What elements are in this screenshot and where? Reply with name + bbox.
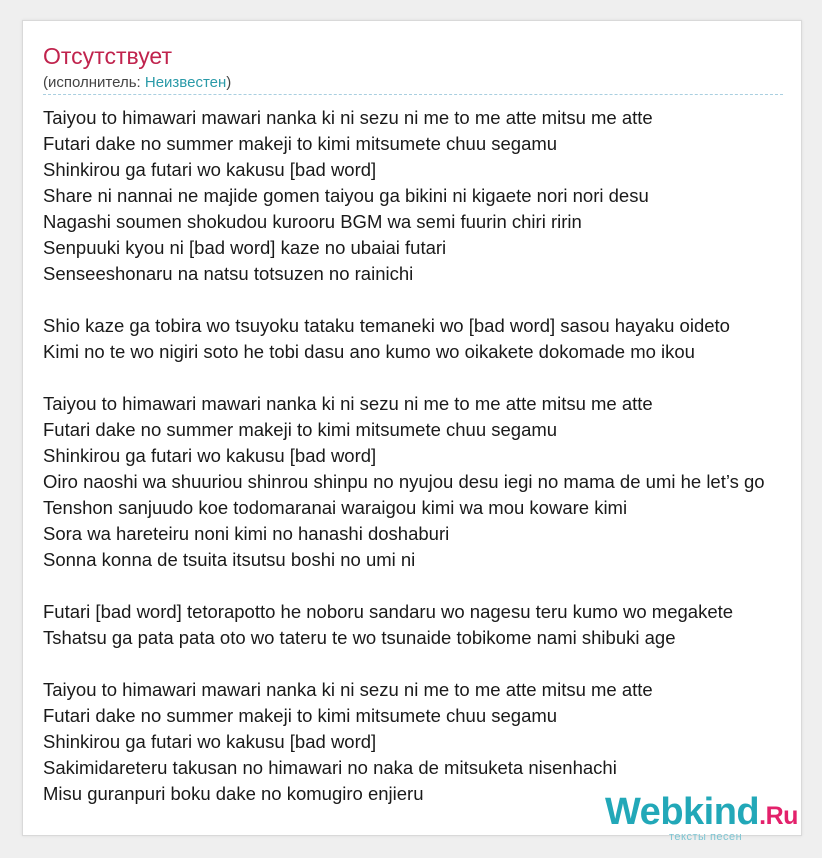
lyric-line: Senseeshonaru na natsu totsuzen no rainichi — [43, 263, 414, 284]
artist-suffix: ) — [226, 74, 232, 91]
lyric-line: Senpuuki kyou ni [bad word] kaze no ubaiai futari — [43, 237, 447, 258]
lyric-line: Futari dake no summer makeji to kimi mitsumete chuu segamu — [43, 133, 558, 154]
lyric-line: Futari dake no summer makeji to kimi mitsumete chuu segamu — [43, 705, 558, 726]
stanza-2 — [43, 313, 822, 365]
dashed-divider — [43, 94, 783, 95]
lyric-line: Futari [bad word] tetorapotto he noboru sandaru wo nagesu teru kumo wo megakete — [43, 601, 734, 622]
logo-wordmark — [605, 791, 798, 834]
song-title: Отсутствует — [43, 43, 172, 69]
logo-main-text: Webkind — [605, 791, 760, 833]
lyric-line: Kimi no te wo nigiri soto he tobi dasu ano kumo wo oikakete dokomade mo ikou — [43, 341, 695, 362]
lyric-line: Shio kaze ga tobira wo tsuyoku tataku temaneki wo [bad word] sasou hayaku oideto — [43, 315, 730, 336]
lyric-line: Misu guranpuri boku dake no komugiro enjieru — [43, 783, 424, 804]
lyrics-card — [22, 20, 802, 843]
lyric-line: Futari dake no summer makeji to kimi mitsumete chuu segamu — [43, 419, 558, 440]
lyric-line: Shinkirou ga futari wo kakusu [bad word] — [43, 445, 377, 466]
stanza-5 — [43, 677, 822, 807]
stanza-4 — [43, 599, 822, 651]
logo-suffix: .Ru — [759, 802, 798, 830]
lyric-line: Sakimidareteru takusan no himawari no naka de mitsuketa nisenhachi — [43, 757, 617, 778]
stanza-1 — [43, 105, 822, 287]
lyric-line: Nagashi soumen shokudou kurooru BGM wa semi fuurin chiri ririn — [43, 211, 582, 232]
lyric-line: Taiyou to himawari mawari nanka ki ni sezu ni me to me atte mitsu me atte — [43, 107, 653, 128]
artist-prefix: (исполнитель: — [43, 74, 145, 91]
lyric-line: Sora wa hareteiru noni kimi no hanashi doshaburi — [43, 523, 450, 544]
logo-tagline: тексты песен — [669, 831, 743, 843]
lyric-line: Shinkirou ga futari wo kakusu [bad word] — [43, 731, 377, 752]
lyric-line: Tenshon sanjuudo koe todomaranai waraigou kimi wa mou koware kimi — [43, 497, 628, 518]
webkind-logo[interactable] — [605, 791, 805, 841]
lyrics-body — [43, 105, 822, 833]
lyric-line: Oiro naoshi wa shuuriou shinrou shinpu no nyujou desu iegi no mama de umi he let’s go — [43, 471, 765, 492]
artist-link[interactable]: Неизвестен — [144, 74, 227, 91]
stanza-3 — [43, 391, 822, 573]
lyric-line: Share ni nannai ne majide gomen taiyou ga bikini ni kigaete nori nori desu — [43, 185, 649, 206]
lyric-line: Tshatsu ga pata pata oto wo tateru te wo tsunaide tobikome nami shibuki age — [43, 627, 676, 648]
lyric-line: Taiyou to himawari mawari nanka ki ni sezu ni me to me atte mitsu me atte — [43, 679, 653, 700]
lyric-line: Shinkirou ga futari wo kakusu [bad word] — [43, 159, 377, 180]
lyric-line: Sonna konna de tsuita itsutsu boshi no umi ni — [43, 549, 416, 570]
artist-line — [43, 74, 231, 91]
lyric-line: Taiyou to himawari mawari nanka ki ni sezu ni me to me atte mitsu me atte — [43, 393, 653, 414]
